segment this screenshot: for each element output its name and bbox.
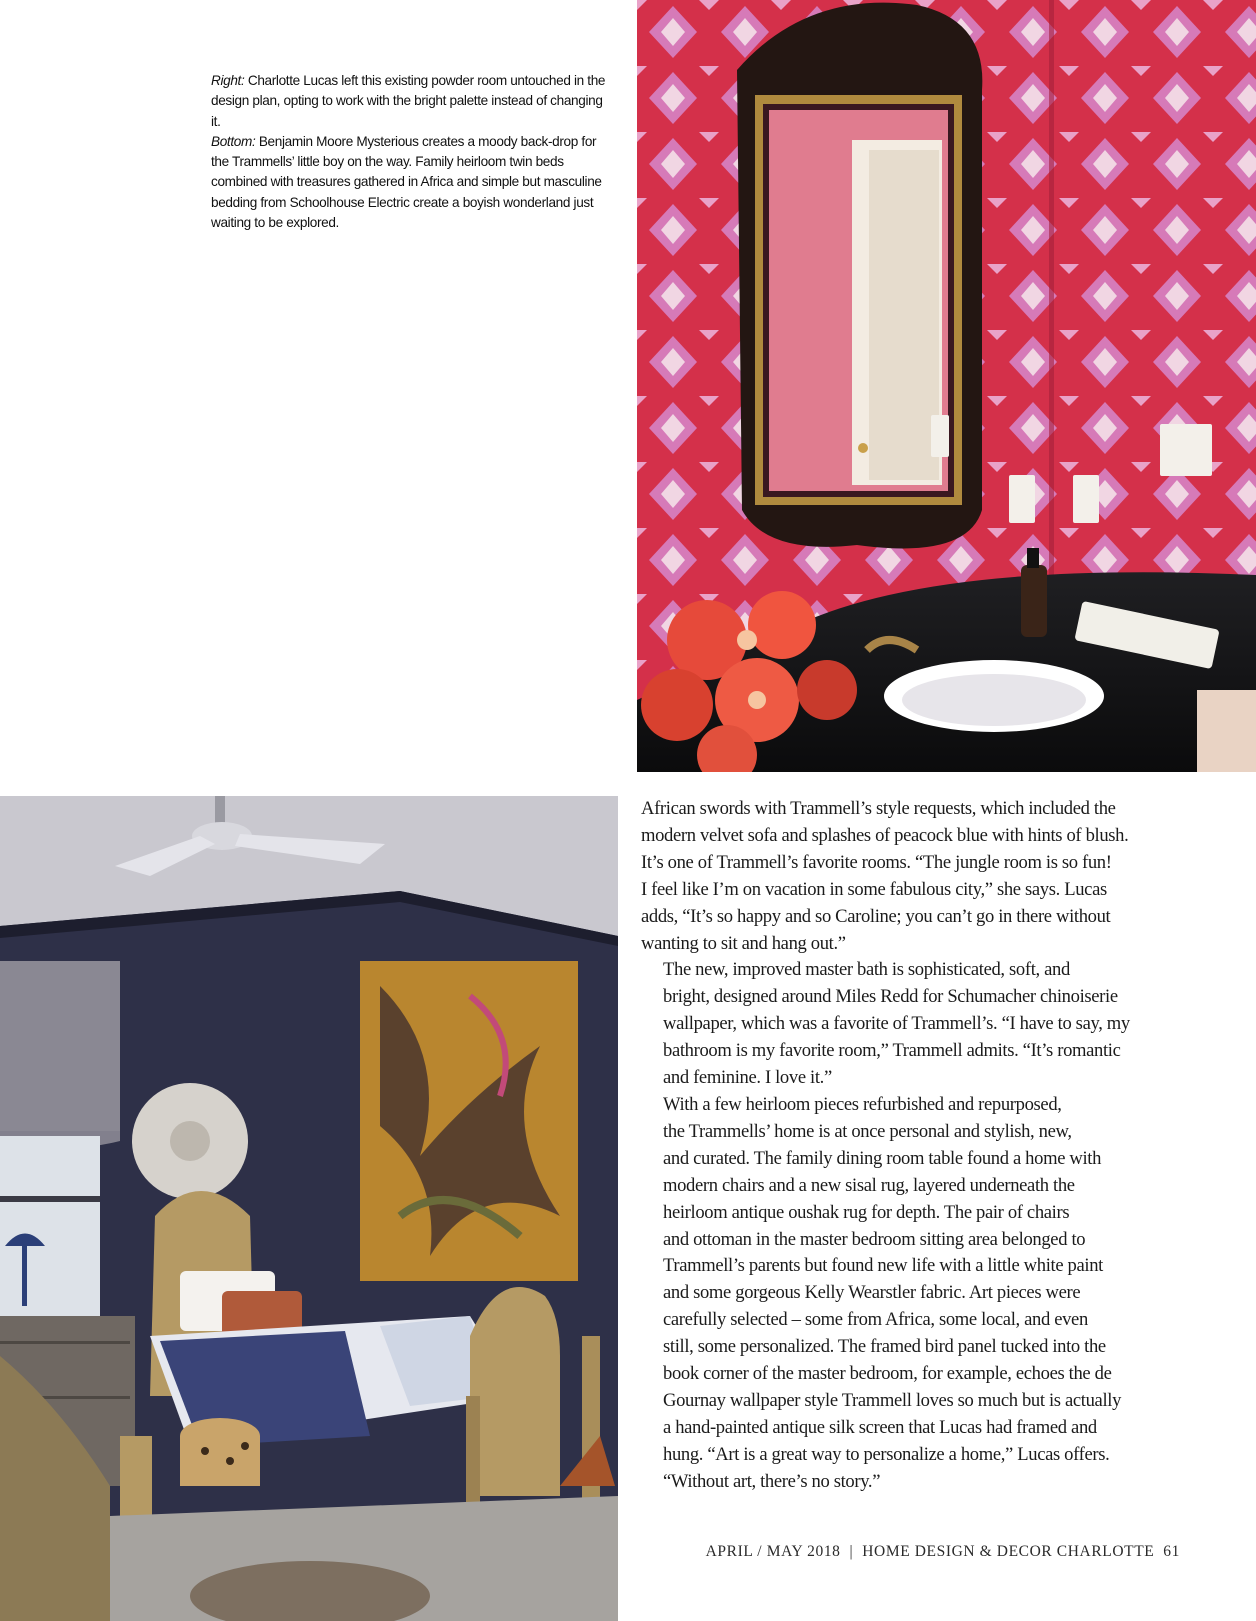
text-line: modern velvet sofa and splashes of peacock blue with hints of blush.	[641, 824, 1129, 846]
issue-date: APRIL / MAY 2018	[705, 1543, 841, 1560]
caption-right	[211, 71, 606, 132]
text-line: heirloom antique oushak rug for depth. The pair of chairs	[663, 1201, 1070, 1223]
text-line: and some gorgeous Kelly Wearstler fabric. Art pieces were	[663, 1282, 1081, 1304]
text-line: Gournay wallpaper style Trammell loves so much but is actually	[663, 1389, 1122, 1411]
text-line: the Trammells’ home is at once personal and stylish, new,	[663, 1120, 1072, 1142]
text-line: a hand-painted antique silk screen that Lucas had framed and	[663, 1416, 1097, 1438]
magazine-name: HOME DESIGN & DECOR CHARLOTTE	[862, 1543, 1155, 1560]
text-line: bathroom is my favorite room,” Trammell admits. “It’s romantic	[663, 1040, 1121, 1062]
page-folio	[706, 1543, 1180, 1561]
text-line: and curated. The family dining room table found a home with	[663, 1147, 1102, 1169]
article-paragraph-2	[641, 957, 1189, 1092]
text-line: wallpaper, which was a favorite of Trammell’s. “I have to say, my	[663, 1013, 1130, 1035]
text-line: carefully selected – some from Africa, some local, and even	[663, 1309, 1088, 1331]
text-line: I feel like I’m on vacation in some fabulous city,” she says. Lucas	[641, 878, 1107, 900]
photo-caption	[211, 71, 606, 233]
text-line: and ottoman in the master bedroom sitting area belonged to	[663, 1228, 1086, 1250]
folio-separator: |	[849, 1543, 854, 1560]
caption-bottom	[211, 132, 606, 233]
caption-right-text: Charlotte Lucas left this existing powder room untouched in the design plan, opting to work with the bright palette instead of changing it.	[211, 73, 606, 129]
article-paragraph-3	[641, 1092, 1189, 1496]
bedroom-photo	[0, 796, 618, 1621]
text-line: The new, improved master bath is sophisticated, soft, and	[663, 959, 1070, 981]
text-line: wanting to sit and hang out.”	[641, 932, 846, 954]
article-body	[641, 796, 1189, 1496]
text-line: book corner of the master bedroom, for example, echoes the de	[663, 1363, 1112, 1385]
text-line: It’s one of Trammell’s favorite rooms. “The jungle room is so fun!	[641, 851, 1112, 873]
text-line: With a few heirloom pieces refurbished and repurposed,	[663, 1093, 1062, 1115]
powder-room-photo	[637, 0, 1256, 772]
text-line: bright, designed around Miles Redd for Schumacher chinoiserie	[663, 986, 1118, 1008]
text-line: “Without art, there’s no story.”	[663, 1470, 881, 1492]
text-line: and feminine. I love it.”	[663, 1067, 832, 1089]
text-line: adds, “It’s so happy and so Caroline; you can’t go in there without	[641, 905, 1111, 927]
article-paragraph-1	[641, 796, 1189, 957]
caption-right-label: Right:	[211, 73, 245, 88]
text-line: Trammell’s parents but found new life with a little white paint	[663, 1255, 1103, 1277]
text-line: African swords with Trammell’s style requests, which included the	[641, 798, 1116, 819]
text-line: modern chairs and a new sisal rug, layered underneath the	[663, 1174, 1075, 1196]
caption-bottom-text: Benjamin Moore Mysterious creates a moody back-drop for the Trammells’ little boy on the way. Family heirloom twin beds combined with treasures gathered in Africa and simple but masculine bedding from Schoolhouse Electric create a boyish wonderland just waiting to be explored.	[211, 133, 602, 231]
text-line: still, some personalized. The framed bird panel tucked into the	[663, 1336, 1106, 1358]
page-number: 61	[1163, 1543, 1180, 1560]
caption-bottom-label: Bottom:	[211, 133, 256, 149]
text-line: hung. “Art is a great way to personalize a home,” Lucas offers.	[663, 1443, 1110, 1465]
